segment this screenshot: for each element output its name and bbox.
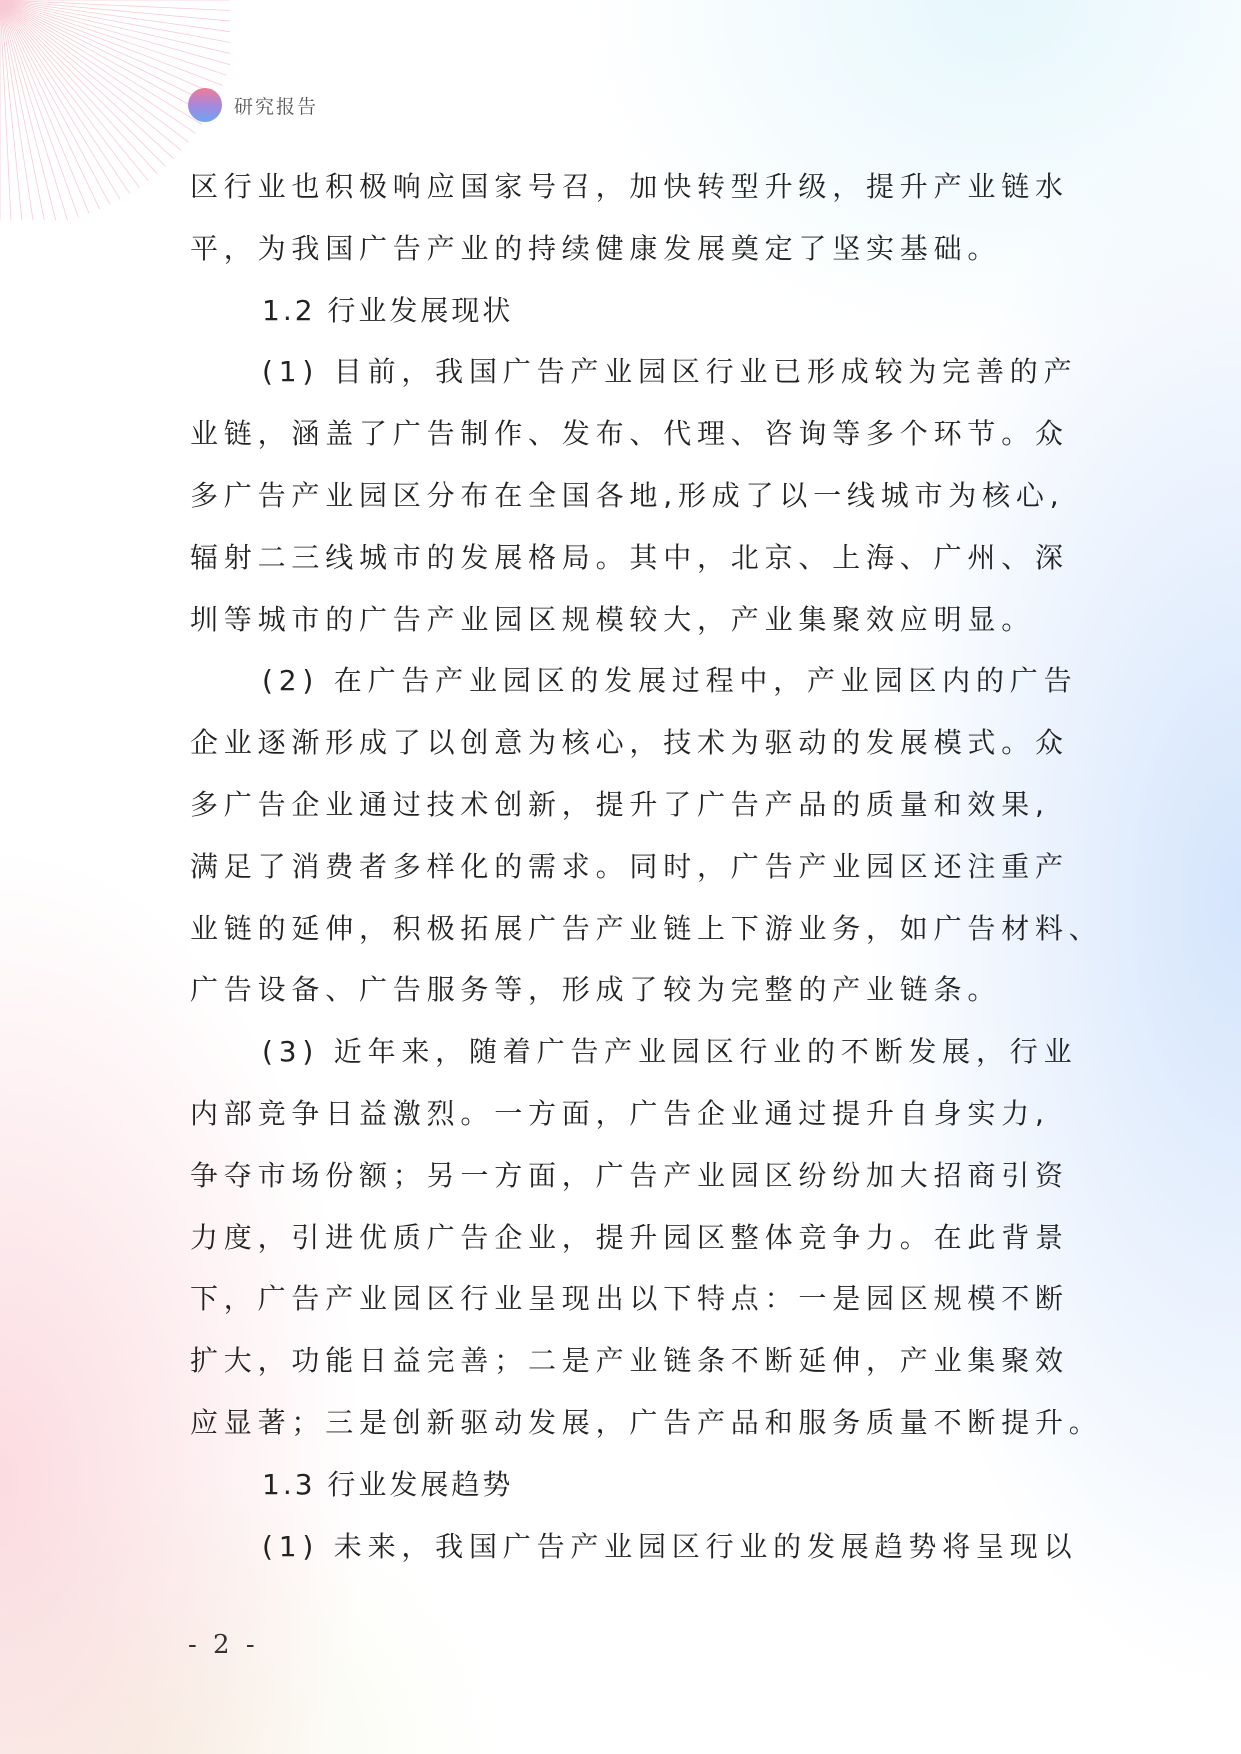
paragraph-line: 平，为我国广告产业的持续健康发展奠定了坚实基础。 [190,231,1002,265]
paragraph-line: (1) 未来，我国广告产业园区行业的发展趋势将呈现以 [262,1529,1078,1563]
corner-ray [0,0,230,44]
corner-ray [0,0,45,220]
paragraph-line: (1) 目前，我国广告产业园区行业已形成较为完善的产 [262,355,1078,389]
paragraph-line: (2) 在广告产业园区的发展过程中，产业园区内的广告 [262,664,1078,698]
header-title: 研究报告 [234,95,319,118]
corner-ray [0,0,139,187]
paragraph-line: 争夺市场份额；另一方面，广告产业园区纷纷加大招商引资 [190,1158,1069,1192]
paragraph-line: 多广告企业通过技术创新，提升了广告产品的质量和效果, [190,787,1050,821]
paragraph-line: 业链的延伸，积极拓展广告产业链上下游业务，如广告材料、 [190,911,1103,945]
corner-ray [0,0,195,133]
section-heading-1-2: 1.2 行业发展现状 [262,293,514,327]
paragraph-line: 扩大，功能日益完善；二是产业链条不断延伸，产业集聚效 [190,1344,1069,1378]
section-heading-1-3: 1.3 行业发展趋势 [262,1467,514,1501]
corner-ray [0,0,68,220]
paragraph-line: 下，广告产业园区行业呈现出以下特点：一是园区规模不断 [190,1282,1069,1316]
report-header [188,88,318,122]
report-logo-icon [188,88,222,122]
corner-ray [0,0,89,214]
paragraph-line: 多广告产业园区分布在全国各地,形成了以一线城市为核心, [190,478,1065,512]
paragraph-line: 内部竞争日益激烈。一方面，广告企业通过提升自身实力, [190,1096,1050,1130]
paragraph-line: 广告设备、广告服务等，形成了较为完整的产业链条。 [190,973,1002,1007]
corner-ray [0,0,218,96]
page-number: - 2 - [188,1630,259,1660]
paragraph-line: 应显著；三是创新驱动发展，广告产品和服务质量不断提升。 [190,1405,1103,1439]
paragraph-line: 业链，涵盖了广告制作、发布、代理、咨询等多个环节。众 [190,417,1069,451]
corner-ray [0,0,223,85]
corner-ray [0,0,148,181]
corner-ray [0,0,189,142]
corner-ray [0,0,23,220]
paragraph-line: 满足了消费者多样化的需求。同时，广告产业园区还注重产 [190,849,1069,883]
paragraph-line: 企业逐渐形成了以创意为核心，技术为驱动的发展模式。众 [190,726,1069,760]
paragraph-line: 区行业也积极响应国家号召，加快转型升级，提升产业链水 [190,170,1069,203]
corner-ray [0,0,100,209]
paragraph-line: 圳等城市的广告产业园区规模较大，产业集聚效应明显。 [190,602,1036,636]
corner-ray [0,0,230,22]
paragraph-line: (3) 近年来，随着广告产业园区行业的不断发展，行业 [262,1035,1078,1069]
paragraph-line: 辐射二三线城市的发展格局。其中，北京、上海、广州、深 [190,540,1069,574]
corner-ray [0,0,166,166]
corner-ray [0,0,230,65]
paragraph-line: 力度，引进优质广告企业，提升园区整体竞争力。在此背景 [190,1220,1069,1254]
corner-ray [0,0,174,159]
body-text [190,156,1103,1577]
